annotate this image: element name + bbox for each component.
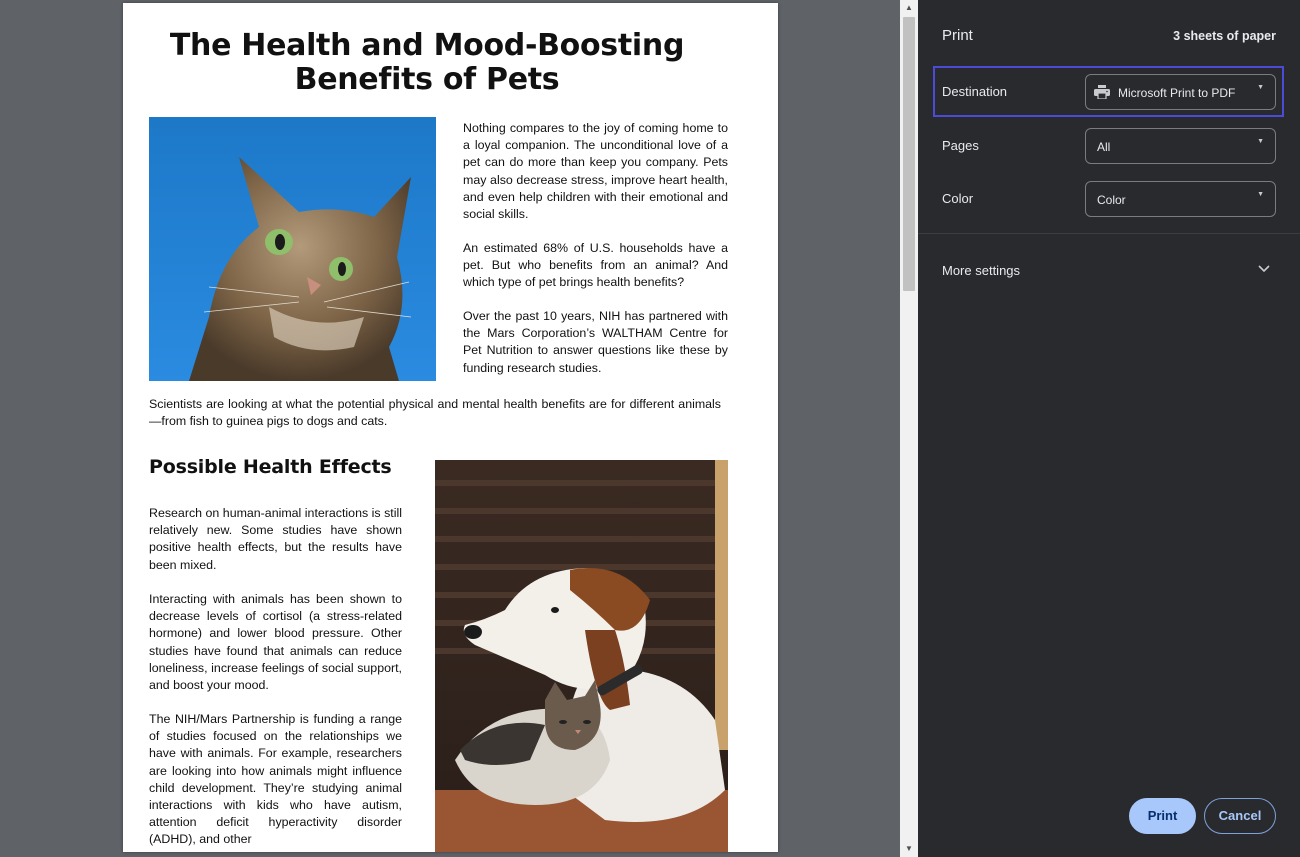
scroll-up-arrow-icon[interactable]: ▲ xyxy=(905,3,913,12)
intro-paragraph-1: Nothing compares to the joy of coming home to a loyal companion. The unconditional love of a pet can do more than keep you company. Pets may also decrease stress, improve heart health, and even help children with their emotional and social skills. xyxy=(463,121,728,222)
destination-select[interactable] xyxy=(1085,74,1276,110)
section-paragraph-3: The NIH/Mars Partnership is funding a range of studies focused on the relationships we have with animals. For example, researchers are looking into how animals might influence child development. They’re studying animal interactions with kids who have autism, attention deficit hyperactivity disorder (ADHD), and other xyxy=(149,712,402,847)
pages-label: Pages xyxy=(942,138,979,153)
section-paragraph-1: Research on human-animal interactions is still relatively new. Some studies have shown positive health effects, but the results have been mixed. xyxy=(149,506,402,572)
section-paragraph-2: Interacting with animals has been shown to decrease levels of cortisol (a stress-related hormone) and lower blood pressure. Other studies have found that animals can reduce loneliness, increase feelings of social support, and boost your mood. xyxy=(149,592,402,693)
panel-divider xyxy=(918,233,1300,234)
print-settings-panel xyxy=(918,0,1300,857)
cancel-button[interactable]: Cancel xyxy=(1204,798,1276,834)
dog-and-cat-photo xyxy=(435,460,728,852)
intro-paragraph-3: Over the past 10 years, NIH has partnered with the Mars Corporation’s WALTHAM Centre for Pet Nutrition to answer questions like these by funding research studies. xyxy=(463,309,728,375)
dropdown-arrow-icon: ▼ xyxy=(1257,191,1264,198)
preview-scrollbar[interactable] xyxy=(900,0,918,857)
intro-paragraph-2: An estimated 68% of U.S. households have a pet. But who benefits from an animal? And which type of pet brings health benefits? xyxy=(463,241,728,290)
scroll-down-arrow-icon[interactable]: ▼ xyxy=(905,844,913,853)
section-heading: Possible Health Effects xyxy=(149,456,392,478)
document-title-line1: The Health and Mood-Boosting xyxy=(169,28,685,63)
color-value: Color xyxy=(1097,193,1126,207)
color-label: Color xyxy=(942,191,974,206)
more-settings-toggle[interactable]: More settings xyxy=(942,263,1021,278)
destination-label: Destination xyxy=(942,84,1008,99)
preview-page xyxy=(123,3,778,852)
dropdown-arrow-icon: ▼ xyxy=(1257,84,1264,91)
sheet-count: 3 sheets of paper xyxy=(1173,29,1276,43)
printer-icon xyxy=(1094,85,1110,99)
full-width-paragraph: Scientists are looking at what the potential physical and mental health benefits are for different animals—from fish to guinea pigs to dogs and cats. xyxy=(149,397,721,429)
pages-select[interactable] xyxy=(1085,128,1276,164)
color-select[interactable] xyxy=(1085,181,1276,217)
destination-value: Microsoft Print to PDF xyxy=(1118,86,1236,100)
chevron-down-icon[interactable] xyxy=(1258,264,1270,274)
print-button[interactable]: Print xyxy=(1129,798,1196,834)
cat-photo xyxy=(149,117,436,381)
scroll-thumb[interactable] xyxy=(903,17,915,291)
panel-title: Print xyxy=(942,27,973,44)
document-title xyxy=(149,29,705,97)
pages-value: All xyxy=(1097,140,1111,154)
dropdown-arrow-icon: ▼ xyxy=(1257,138,1264,145)
document-title-line2: Benefits of Pets xyxy=(294,62,560,97)
